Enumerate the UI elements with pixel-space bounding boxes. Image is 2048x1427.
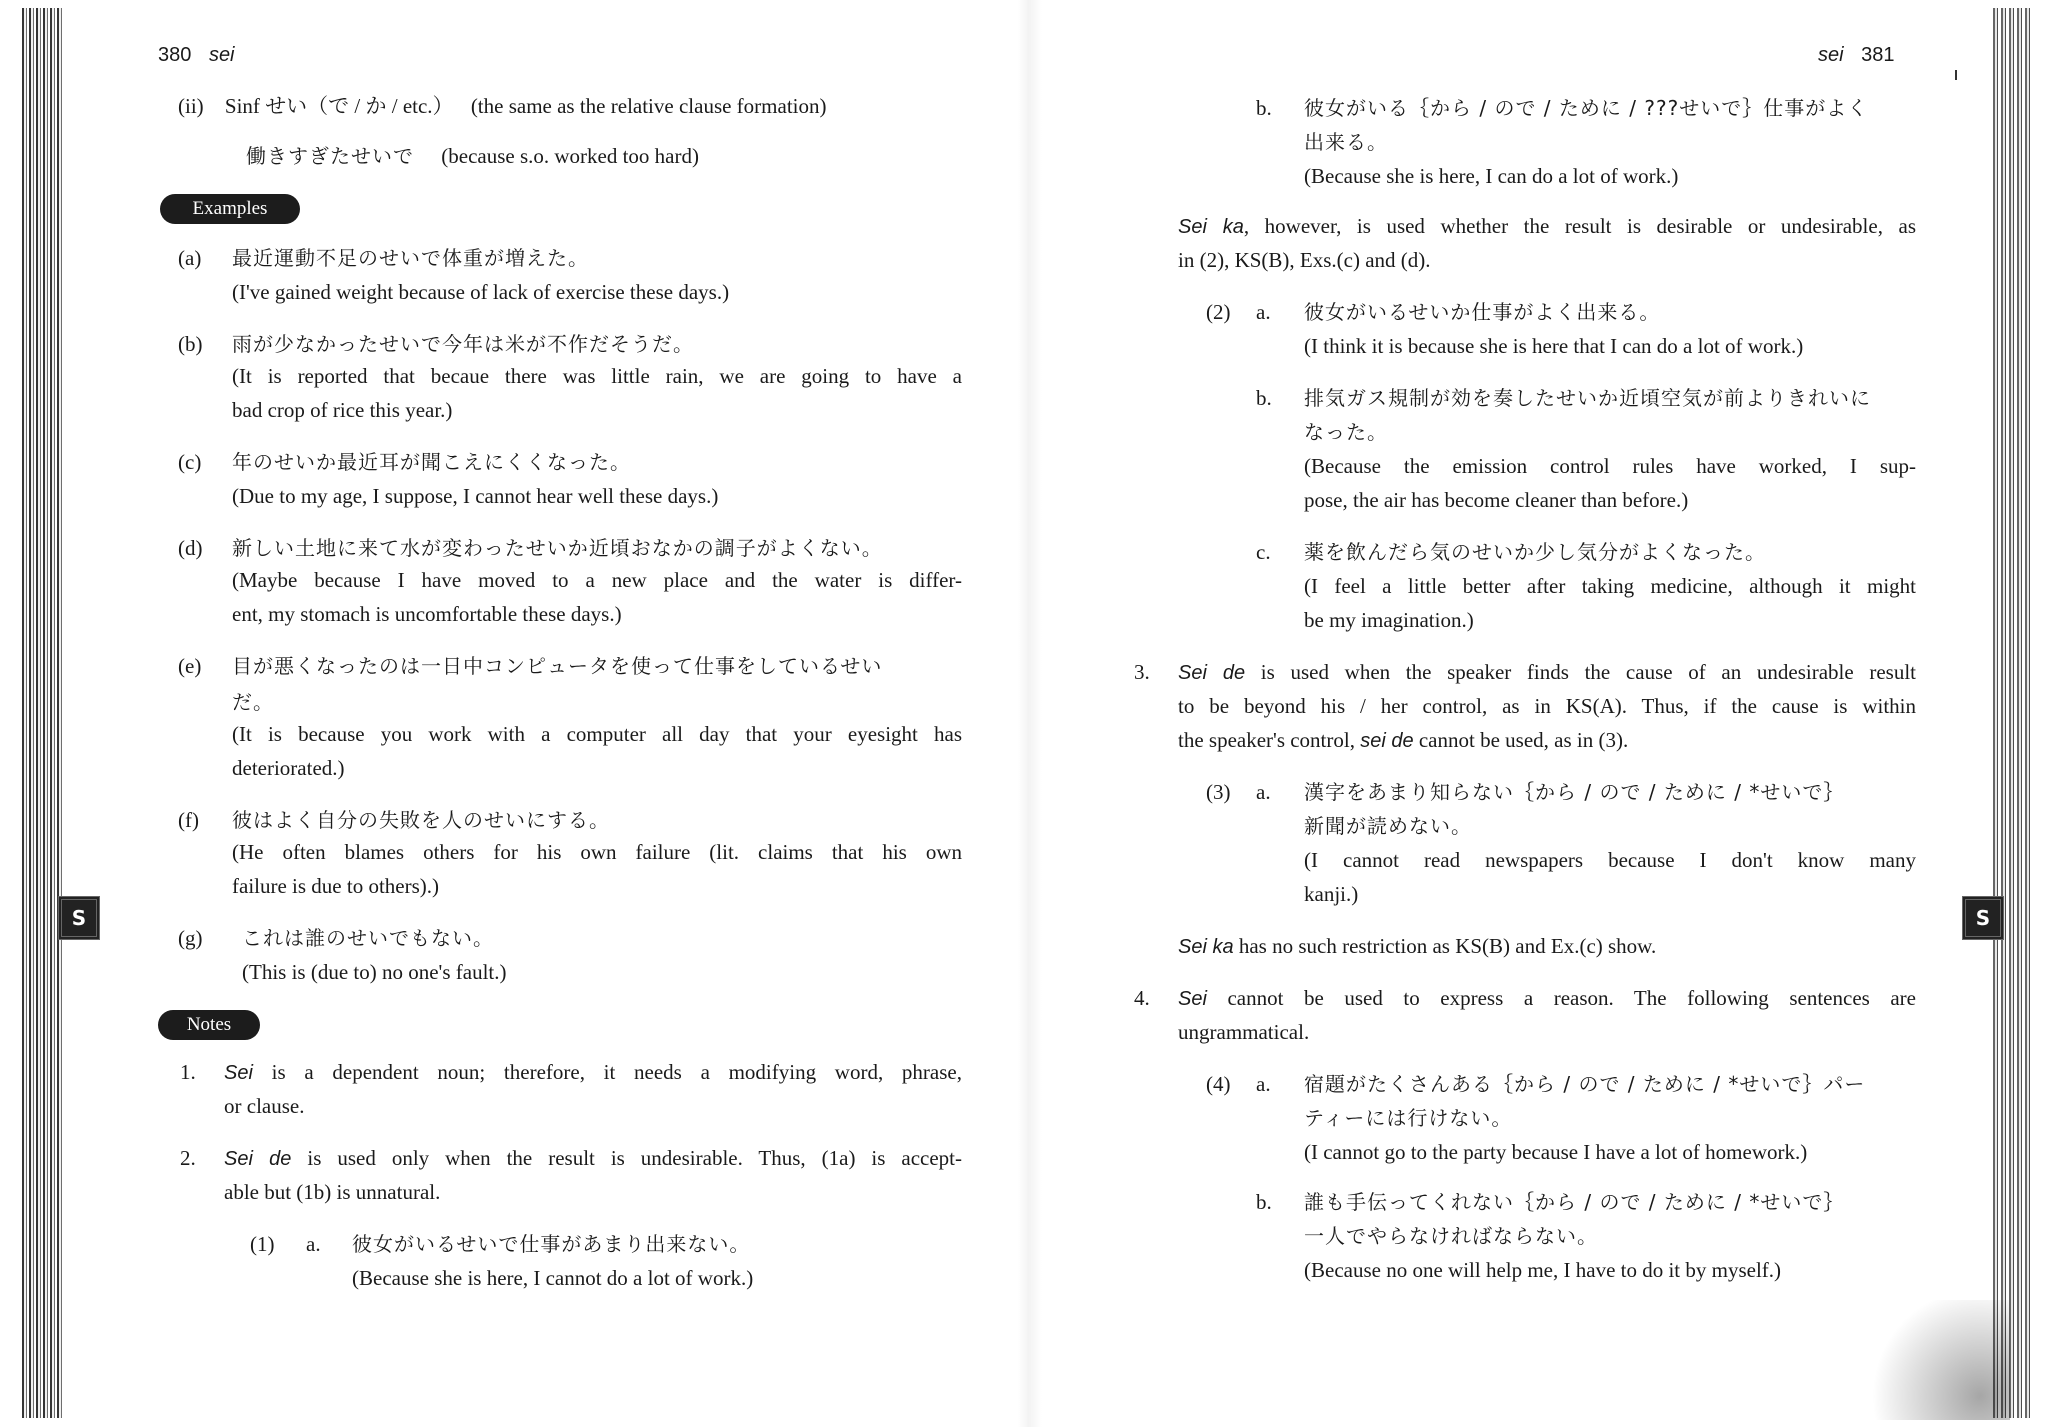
note-3-line-3-post: cannot be used, as in (3). (1413, 728, 1629, 752)
example-2c-sub: c. (1256, 540, 1271, 564)
example-d-en-2: ent, my stomach is uncomfortable these days.) (232, 602, 622, 626)
note-4-number: 4. (1134, 986, 1150, 1010)
example-2b-jp-2: なった。 (1304, 420, 1388, 444)
side-tab-right: S (1962, 896, 2004, 940)
example-e-jp-1: 目が悪くなったのは一日中コンピュータを使って仕事をしているせい (232, 654, 883, 678)
example-e-en-1: (It is because you work with a computer all day that your eyesight has (232, 722, 962, 746)
note-1-number: 1. (180, 1060, 196, 1084)
example-e-label: (e) (178, 654, 202, 678)
note-3-after-text: has no such restriction as KS(B) and Ex.(c) show. (1233, 934, 1657, 958)
example-d-label: (d) (178, 536, 203, 560)
example-f-en-2: failure is due to others).) (232, 874, 440, 898)
note-1-line-2: or clause. (224, 1094, 305, 1118)
example-f-en-1: (He often blames others for his own failure (lit. claims that his own (232, 840, 962, 864)
example-g-jp: これは誰のせいでもない。 (242, 926, 494, 950)
example-2b-jp-1: 排気ガス規制が効を奏したせいか近頃空気が前よりきれいに (1304, 386, 1871, 410)
running-head-word: sei (1818, 44, 1844, 66)
note-4-text: cannot be used to express a reason. The following sentences are (1206, 986, 1916, 1010)
note-3-number: 3. (1134, 660, 1150, 684)
note-2-text: is used only when the result is undesirable. Thus, (1a) is accept- (291, 1146, 962, 1170)
note-3-line-3-pre: the speaker's control, (1178, 728, 1361, 752)
example-2b-sub: b. (1256, 386, 1272, 410)
example-4b-jp-2: 一人でやらなければならない。 (1304, 1224, 1598, 1248)
seika-text: , however, is used whether the result is desirable or undesirable, as (1243, 214, 1916, 238)
example-2a-sub: a. (1256, 300, 1271, 324)
running-head-word: sei (208, 44, 235, 66)
note-3-line-1 (1178, 660, 1916, 685)
example-f-label: (f) (178, 808, 199, 832)
example-d-jp: 新しい土地に来て水が変わったせいか近頃おなかの調子がよくない。 (232, 536, 883, 560)
example-4a-en: (I cannot go to the party because I have a lot of homework.) (1304, 1140, 1808, 1164)
example-3-label: (3) (1206, 780, 1231, 804)
running-header-right (1818, 44, 1895, 67)
example-4b-sub: b. (1256, 1190, 1272, 1214)
example-4a-sub: a. (1256, 1072, 1271, 1096)
example-2a-en: (I think it is because she is here that I can do a lot of work.) (1304, 334, 1804, 358)
note-4-term: Sei (1178, 988, 1207, 1010)
example-b-en-1: (It is reported that becaue there was little rain, we are going to have a (232, 364, 962, 388)
example-1-label: (1) (250, 1232, 275, 1256)
example-2b-en-2: pose, the air has become cleaner than before.) (1304, 488, 1689, 512)
note-3-term: Sei de (1178, 662, 1246, 684)
example-g-en: (This is (due to) no one's fault.) (242, 960, 507, 984)
example-b-jp: 雨が少なかったせいで今年は米が不作だそうだ。 (232, 332, 694, 356)
formation-pattern: Sinf せい（で / か / etc.） (224, 94, 454, 118)
example-1b-sub: b. (1256, 96, 1272, 120)
seika-line-1 (1178, 214, 1916, 239)
example-c-label: (c) (178, 450, 202, 474)
example-a-label: (a) (178, 246, 202, 270)
example-3a-sub: a. (1256, 780, 1271, 804)
example-1b-jp-1: 彼女がいる｛から / ので / ために / ???せいで｝仕事がよく (1304, 96, 1869, 120)
example-3a-en-1: (I cannot read newspapers because I don't know many (1304, 848, 1916, 872)
example-3a-jp-1: 漢字をあまり知らない｛から / ので / ために / *せいで｝ (1304, 780, 1845, 804)
note-2-line-2: able but (1b) is unnatural. (224, 1180, 441, 1204)
example-3a-en-2: kanji.) (1304, 882, 1359, 906)
note-3-after (1178, 934, 1656, 959)
example-a-en: (I've gained weight because of lack of exercise these days.) (232, 280, 730, 304)
formation-example-en: (because s.o. worked too hard) (441, 144, 699, 168)
example-1b-jp-2: 出来る。 (1304, 130, 1388, 154)
note-2-term: Sei de (224, 1148, 292, 1170)
example-c-jp: 年のせいか最近耳が聞こえにくくなった。 (232, 450, 631, 474)
formation-example (246, 144, 699, 168)
example-1a-jp: 彼女がいるせいで仕事があまり出来ない。 (352, 1232, 751, 1256)
example-f-jp: 彼はよく自分の失敗を人のせいにする。 (232, 808, 610, 832)
side-tab-left: S (58, 896, 100, 940)
seika-term: Sei ka (1178, 216, 1244, 238)
running-header-left (158, 44, 235, 67)
example-2-label: (2) (1206, 300, 1231, 324)
example-4b-en: (Because no one will help me, I have to do it by myself.) (1304, 1258, 1782, 1282)
example-1a-en: (Because she is here, I cannot do a lot of work.) (352, 1266, 754, 1290)
example-3a-jp-2: 新聞が読めない。 (1304, 814, 1472, 838)
note-3-line-3-term: sei de (1360, 730, 1414, 752)
note-2-number: 2. (180, 1146, 196, 1170)
formation-example-jp: 働きすぎたせいで (246, 144, 414, 168)
example-2c-en-1: (I feel a little better after taking medicine, although it might (1304, 574, 1916, 598)
examples-heading: Examples (160, 194, 300, 224)
example-4a-jp-2: ティーには行けない。 (1304, 1106, 1513, 1130)
formation-label: (ii) (178, 94, 204, 118)
note-4-line-2: ungrammatical. (1178, 1020, 1310, 1044)
example-b-en-2: bad crop of rice this year.) (232, 398, 453, 422)
note-1-line-1 (224, 1060, 962, 1085)
note-1-text: is a dependent noun; therefore, it needs a modifying word, phrase, (252, 1060, 962, 1084)
example-4a-jp-1: 宿題がたくさんある｛から / ので / ために / *せいで｝パー (1304, 1072, 1866, 1096)
example-2a-jp: 彼女がいるせいか仕事がよく出来る。 (1304, 300, 1661, 324)
note-3-text: is used when the speaker finds the cause of an undesirable result (1245, 660, 1916, 684)
formation-note: (the same as the relative clause formation) (470, 94, 827, 118)
example-d-en-1: (Maybe because I have moved to a new place and the water is differ- (232, 568, 962, 592)
example-4-label: (4) (1206, 1072, 1231, 1096)
example-1a-sub: a. (306, 1232, 321, 1256)
note-3-line-3 (1178, 728, 1628, 753)
example-2c-en-2: be my imagination.) (1304, 608, 1474, 632)
note-4-line-1 (1178, 986, 1916, 1011)
example-2c-jp: 薬を飲んだら気のせいか少し気分がよくなった。 (1304, 540, 1766, 564)
formation-ii (178, 94, 827, 118)
example-g-label: (g) (178, 926, 203, 950)
example-a-jp: 最近運動不足のせいで体重が増えた。 (232, 246, 589, 270)
example-2b-en-1: (Because the emission control rules have worked, I sup- (1304, 454, 1916, 478)
example-e-jp-2: だ。 (232, 690, 274, 714)
note-1-term: Sei (224, 1062, 253, 1084)
notes-heading: Notes (158, 1010, 260, 1040)
note-2-line-1 (224, 1146, 962, 1171)
example-4b-jp-1: 誰も手伝ってくれない｛から / ので / ために / *せいで｝ (1304, 1190, 1845, 1214)
example-e-en-2: deteriorated.) (232, 756, 345, 780)
example-b-label: (b) (178, 332, 203, 356)
page-number: 381 (1861, 44, 1895, 66)
page-number: 380 (158, 44, 192, 66)
note-3-line-2: to be beyond his / her control, as in KS(A). Thus, if the cause is within (1178, 694, 1916, 718)
note-3-after-term: Sei ka (1178, 936, 1234, 958)
example-c-en: (Due to my age, I suppose, I cannot hear well these days.) (232, 484, 719, 508)
example-1b-en: (Because she is here, I can do a lot of work.) (1304, 164, 1679, 188)
seika-line-2: in (2), KS(B), Exs.(c) and (d). (1178, 248, 1431, 272)
